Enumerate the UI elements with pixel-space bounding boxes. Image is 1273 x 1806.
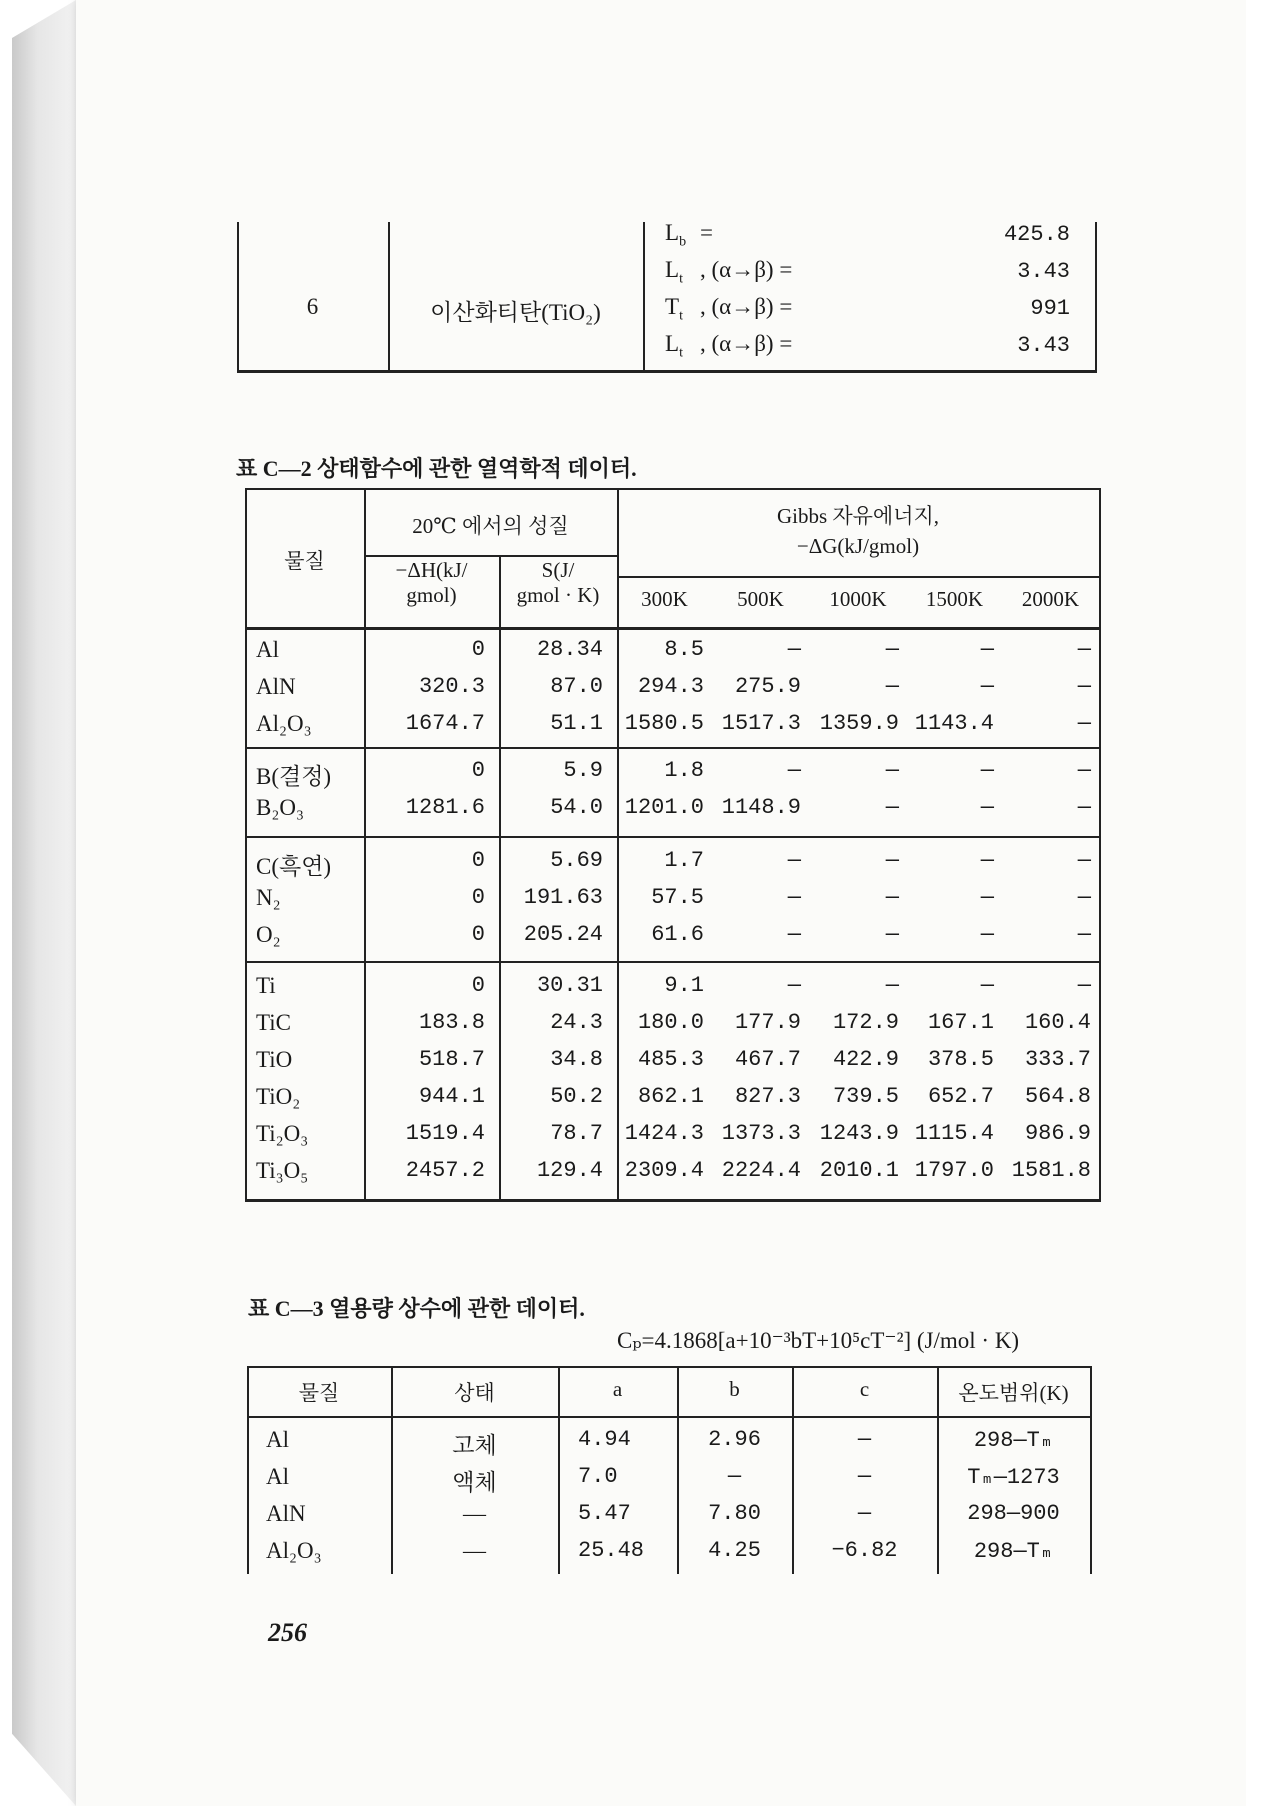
coef-c-value: — bbox=[857, 1464, 872, 1489]
gibbs-value: 1517.3 bbox=[721, 711, 801, 736]
enthalpy-value: 320.3 bbox=[418, 674, 485, 699]
substance-name: TiC bbox=[256, 1010, 291, 1035]
entropy-value: 191.63 bbox=[523, 885, 603, 910]
substance-name: O₂ bbox=[256, 922, 281, 947]
entropy-value: 87.0 bbox=[550, 674, 603, 699]
gibbs-value: 2224.4 bbox=[721, 1158, 801, 1183]
column-header: Gibbs 자유에너지, bbox=[776, 504, 940, 528]
entropy-value: 34.8 bbox=[550, 1047, 603, 1072]
substance-name: 이산화티탄(TiO₂) bbox=[430, 300, 601, 325]
coef-b-value: — bbox=[727, 1464, 742, 1489]
column-header: −ΔG(kJ/gmol) bbox=[796, 534, 920, 558]
gibbs-value: — bbox=[1077, 674, 1091, 699]
substance-name: C(흑연) bbox=[256, 854, 332, 879]
gibbs-value: 160.4 bbox=[1024, 1010, 1091, 1035]
gibbs-value: — bbox=[885, 758, 899, 783]
gibbs-value: 1373.3 bbox=[721, 1121, 801, 1146]
coef-c-value: — bbox=[857, 1501, 872, 1526]
gibbs-value: — bbox=[1077, 637, 1091, 662]
gibbs-value: 827.3 bbox=[734, 1084, 801, 1109]
gibbs-value: 2010.1 bbox=[819, 1158, 899, 1183]
enthalpy-value: 1674.7 bbox=[405, 711, 485, 736]
enthalpy-value: 0 bbox=[471, 848, 485, 873]
gibbs-value: — bbox=[980, 848, 994, 873]
column-header: 1500K bbox=[925, 587, 984, 611]
gibbs-value: — bbox=[787, 973, 801, 998]
substance-name: Al₂O₃ bbox=[256, 711, 312, 736]
gibbs-value: — bbox=[1077, 758, 1091, 783]
table-rule bbox=[1095, 222, 1097, 370]
gibbs-value: 275.9 bbox=[734, 674, 801, 699]
table-rule bbox=[1099, 488, 1101, 1199]
gibbs-value: 9.1 bbox=[664, 973, 704, 998]
gibbs-value: 1243.9 bbox=[819, 1121, 899, 1146]
column-header: gmol · K) bbox=[516, 583, 600, 607]
enthalpy-value: 944.1 bbox=[418, 1084, 485, 1109]
gibbs-value: 172.9 bbox=[832, 1010, 899, 1035]
gibbs-value: 862.1 bbox=[637, 1084, 704, 1109]
column-header: a bbox=[612, 1377, 623, 1401]
temp-range-value: 298—Tₘ bbox=[973, 1428, 1054, 1453]
substance-name: Al bbox=[256, 637, 279, 662]
table-rule bbox=[245, 1199, 1101, 1202]
table-rule bbox=[617, 576, 1099, 578]
gibbs-value: 1.8 bbox=[664, 758, 704, 783]
gibbs-value: — bbox=[1077, 922, 1091, 947]
enthalpy-value: 183.8 bbox=[418, 1010, 485, 1035]
heat-capacity-formula: Cₚ=4.1868[a+10⁻³bT+10⁵cT⁻²] (J/mol · K) bbox=[617, 1328, 1020, 1353]
entropy-value: 78.7 bbox=[550, 1121, 603, 1146]
table-rule bbox=[247, 1416, 1092, 1418]
gibbs-value: — bbox=[980, 674, 994, 699]
gibbs-value: — bbox=[980, 758, 994, 783]
substance-name: AlN bbox=[266, 1501, 306, 1526]
temp-range-value: Tₘ—1273 bbox=[967, 1465, 1060, 1490]
property-label: $T_t$ bbox=[665, 294, 683, 324]
gibbs-value: — bbox=[980, 922, 994, 947]
gibbs-value: 1580.5 bbox=[624, 711, 704, 736]
gibbs-value: — bbox=[787, 848, 801, 873]
gibbs-value: — bbox=[885, 637, 899, 662]
gibbs-value: 294.3 bbox=[637, 674, 704, 699]
temp-range-value: 298—900 bbox=[967, 1501, 1060, 1526]
substance-name: Ti bbox=[256, 973, 276, 998]
enthalpy-value: 0 bbox=[471, 885, 485, 910]
property-condition: = bbox=[700, 220, 713, 245]
page-margin bbox=[1246, 0, 1273, 1806]
column-header: 20℃ 에서의 성질 bbox=[412, 514, 569, 538]
entropy-value: 30.31 bbox=[536, 973, 603, 998]
gibbs-value: — bbox=[885, 848, 899, 873]
table-rule bbox=[247, 1366, 1092, 1368]
property-value: 3.43 bbox=[1017, 259, 1070, 284]
gibbs-value: 485.3 bbox=[637, 1047, 704, 1072]
property-label: $L_t$ bbox=[665, 331, 683, 361]
gibbs-value: 1201.0 bbox=[624, 795, 704, 820]
phase-value: — bbox=[463, 1501, 486, 1526]
gibbs-value: 2309.4 bbox=[624, 1158, 704, 1183]
coef-c-value: −6.82 bbox=[831, 1538, 898, 1563]
gibbs-value: — bbox=[980, 795, 994, 820]
gibbs-value: 167.1 bbox=[927, 1010, 994, 1035]
gibbs-value: — bbox=[885, 885, 899, 910]
gibbs-value: 1359.9 bbox=[819, 711, 899, 736]
column-header: 500K bbox=[737, 587, 784, 611]
property-condition: , (α→β) = bbox=[700, 294, 793, 319]
table-rule bbox=[1090, 1366, 1092, 1574]
page-number: 256 bbox=[268, 1618, 307, 1647]
property-value: 425.8 bbox=[1003, 222, 1070, 247]
row-number: 6 bbox=[306, 294, 319, 319]
property-label: $L_t$ bbox=[665, 257, 683, 287]
property-condition: , (α→β) = bbox=[700, 257, 793, 282]
gibbs-value: — bbox=[980, 885, 994, 910]
coef-a-value: 4.94 bbox=[578, 1427, 631, 1452]
substance-name: N₂ bbox=[256, 885, 281, 910]
gibbs-value: — bbox=[1077, 711, 1091, 736]
gibbs-value: 739.5 bbox=[832, 1084, 899, 1109]
enthalpy-value: 0 bbox=[471, 637, 485, 662]
substance-name: B₂O₃ bbox=[256, 795, 304, 820]
phase-value: 액체 bbox=[452, 1470, 497, 1495]
property-value: 3.43 bbox=[1017, 333, 1070, 358]
property-value: 991 bbox=[1030, 296, 1070, 321]
column-header: 상태 bbox=[454, 1381, 495, 1405]
table-rule bbox=[245, 961, 1101, 963]
enthalpy-value: 0 bbox=[471, 922, 485, 947]
substance-name: Al bbox=[266, 1464, 289, 1489]
property-label: $L_b$ bbox=[665, 220, 687, 250]
column-header: b bbox=[729, 1377, 740, 1401]
column-header: 물질 bbox=[298, 1381, 340, 1405]
substance-name: Al₂O₃ bbox=[266, 1538, 322, 1563]
entropy-value: 28.34 bbox=[536, 637, 603, 662]
gibbs-value: 1143.4 bbox=[914, 711, 994, 736]
gibbs-value: — bbox=[787, 758, 801, 783]
entropy-value: 24.3 bbox=[550, 1010, 603, 1035]
column-header: 물질 bbox=[284, 549, 325, 573]
column-header: 2000K bbox=[1021, 587, 1080, 611]
gibbs-value: — bbox=[980, 637, 994, 662]
substance-name: Ti₃O₅ bbox=[256, 1158, 309, 1183]
table-rule bbox=[364, 555, 617, 557]
entropy-value: 51.1 bbox=[550, 711, 603, 736]
phase-value: 고체 bbox=[452, 1433, 497, 1458]
table-rule bbox=[245, 747, 1101, 749]
column-header: c bbox=[859, 1377, 870, 1401]
gibbs-value: — bbox=[885, 674, 899, 699]
gibbs-value: — bbox=[885, 795, 899, 820]
coef-c-value: — bbox=[857, 1427, 872, 1452]
gibbs-value: — bbox=[787, 922, 801, 947]
gibbs-value: 1797.0 bbox=[914, 1158, 994, 1183]
coef-b-value: 2.96 bbox=[708, 1427, 761, 1452]
entropy-value: 54.0 bbox=[550, 795, 603, 820]
gibbs-value: 564.8 bbox=[1024, 1084, 1091, 1109]
property-condition: , (α→β) = bbox=[700, 331, 793, 356]
gibbs-value: — bbox=[980, 973, 994, 998]
gibbs-value: 422.9 bbox=[832, 1047, 899, 1072]
gibbs-value: 333.7 bbox=[1024, 1047, 1091, 1072]
gibbs-value: 61.6 bbox=[651, 922, 704, 947]
entropy-value: 205.24 bbox=[523, 922, 603, 947]
gibbs-value: 8.5 bbox=[664, 637, 704, 662]
table-rule bbox=[245, 488, 1101, 490]
gibbs-value: 1148.9 bbox=[721, 795, 801, 820]
substance-name: B(결정) bbox=[256, 764, 332, 789]
entropy-value: 5.9 bbox=[563, 758, 603, 783]
coef-a-value: 25.48 bbox=[578, 1538, 645, 1563]
column-header: 온도범위(K) bbox=[958, 1381, 1069, 1405]
table-rule bbox=[237, 370, 1097, 373]
column-header: 1000K bbox=[829, 587, 887, 611]
enthalpy-value: 518.7 bbox=[418, 1047, 485, 1072]
column-header: −ΔH(kJ/ bbox=[395, 558, 468, 582]
coef-a-value: 7.0 bbox=[578, 1464, 618, 1489]
table-c3-caption: 표 C—3 열용량 상수에 관한 데이터. bbox=[248, 1296, 585, 1321]
gibbs-value: 1115.4 bbox=[914, 1121, 994, 1146]
gibbs-value: — bbox=[787, 637, 801, 662]
coef-b-value: 4.25 bbox=[708, 1538, 761, 1563]
gibbs-value: 378.5 bbox=[927, 1047, 994, 1072]
gibbs-value: 652.7 bbox=[927, 1084, 994, 1109]
coef-b-value: 7.80 bbox=[708, 1501, 761, 1526]
gibbs-value: — bbox=[1077, 973, 1091, 998]
column-header: gmol) bbox=[406, 583, 457, 607]
gibbs-value: — bbox=[1077, 848, 1091, 873]
gibbs-value: — bbox=[1077, 885, 1091, 910]
gibbs-value: — bbox=[885, 973, 899, 998]
phase-value: — bbox=[463, 1538, 486, 1563]
gibbs-value: 177.9 bbox=[734, 1010, 801, 1035]
table-rule bbox=[245, 836, 1101, 838]
book-spine bbox=[12, 0, 76, 1806]
gibbs-value: — bbox=[1077, 795, 1091, 820]
table-rule bbox=[245, 488, 247, 1199]
gibbs-value: 180.0 bbox=[637, 1010, 704, 1035]
gibbs-value: 1.7 bbox=[664, 848, 704, 873]
enthalpy-value: 0 bbox=[471, 973, 485, 998]
gibbs-value: 467.7 bbox=[734, 1047, 801, 1072]
gibbs-value: — bbox=[787, 885, 801, 910]
column-header: S(J/ bbox=[541, 558, 575, 582]
gibbs-value: 1424.3 bbox=[624, 1121, 704, 1146]
substance-name: TiO₂ bbox=[256, 1084, 301, 1109]
temp-range-value: 298—Tₘ bbox=[973, 1539, 1054, 1564]
substance-name: TiO bbox=[256, 1047, 293, 1072]
substance-name: Al bbox=[266, 1427, 289, 1452]
gibbs-value: 1581.8 bbox=[1011, 1158, 1091, 1183]
entropy-value: 50.2 bbox=[550, 1084, 603, 1109]
gibbs-value: — bbox=[885, 922, 899, 947]
coef-a-value: 5.47 bbox=[578, 1501, 631, 1526]
enthalpy-value: 0 bbox=[471, 758, 485, 783]
enthalpy-value: 2457.2 bbox=[405, 1158, 485, 1183]
entropy-value: 5.69 bbox=[550, 848, 603, 873]
gibbs-value: 57.5 bbox=[651, 885, 704, 910]
substance-name: AlN bbox=[256, 674, 296, 699]
enthalpy-value: 1519.4 bbox=[405, 1121, 485, 1146]
enthalpy-value: 1281.6 bbox=[405, 795, 485, 820]
substance-name: Ti₂O₃ bbox=[256, 1121, 309, 1146]
gibbs-value: 986.9 bbox=[1024, 1121, 1091, 1146]
entropy-value: 129.4 bbox=[536, 1158, 603, 1183]
table-rule bbox=[643, 222, 645, 370]
column-header: 300K bbox=[641, 587, 688, 611]
table-c2-caption: 표 C—2 상태함수에 관한 열역학적 데이터. bbox=[236, 456, 637, 481]
table-rule bbox=[245, 627, 1101, 630]
